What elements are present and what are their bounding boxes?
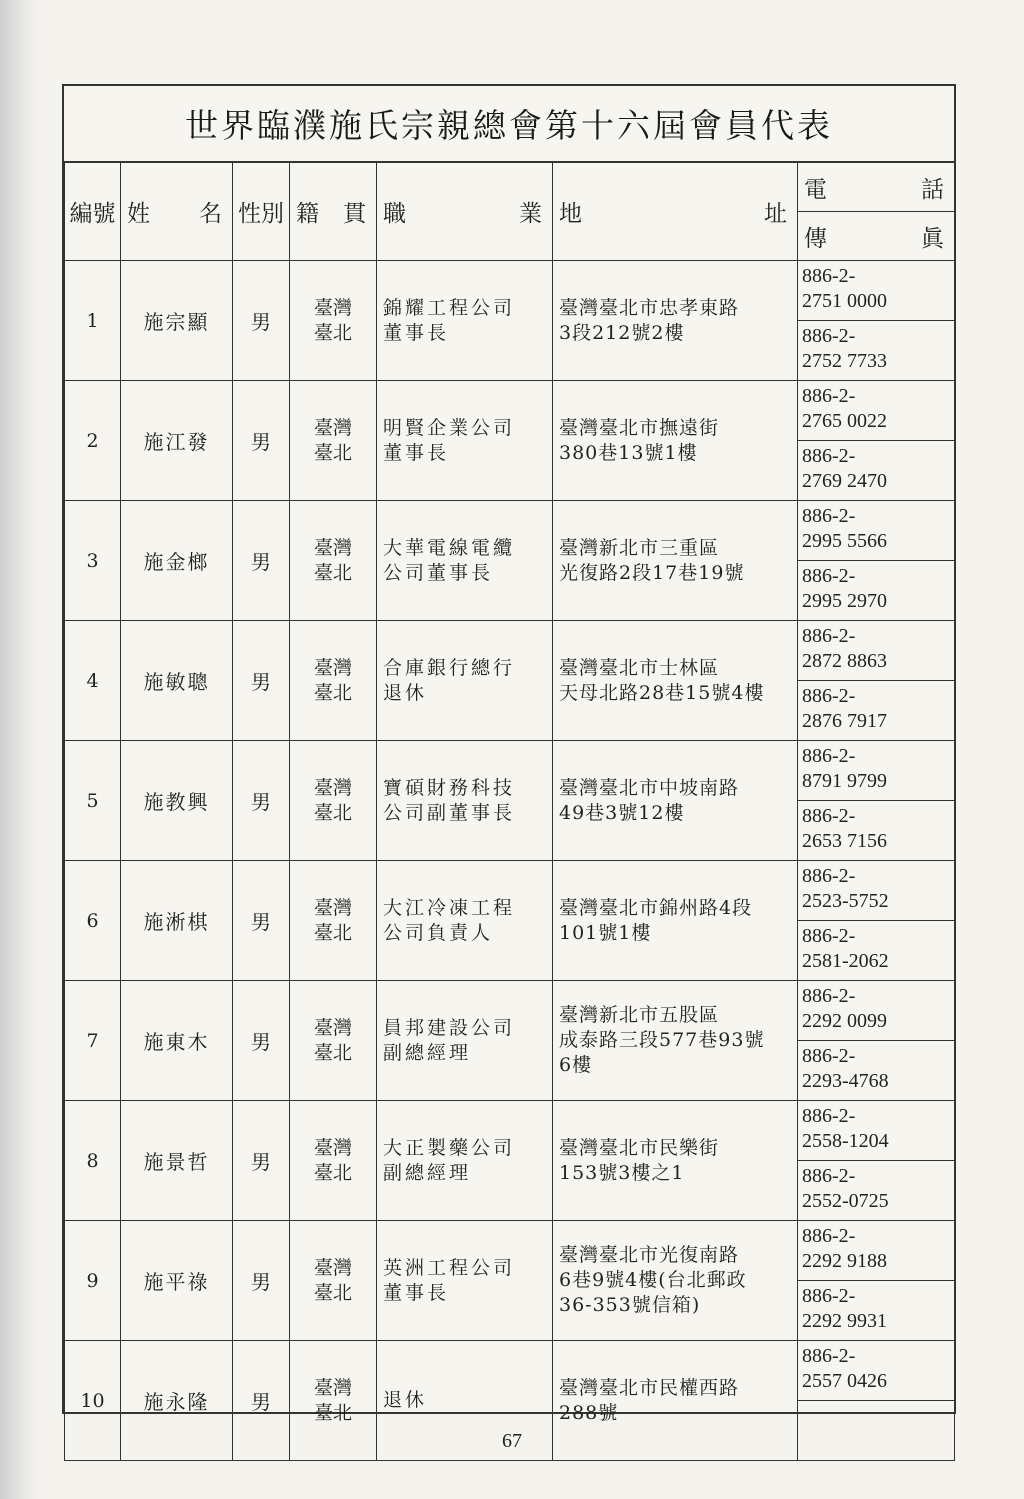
address-line: 臺灣臺北市光復南路: [559, 1244, 740, 1266]
member-origin: [290, 1101, 377, 1221]
phone-line: 2995 5566: [802, 530, 887, 552]
member-sex: 男: [233, 1101, 290, 1221]
member-sex: 男: [233, 621, 290, 741]
member-number: 1: [65, 261, 121, 381]
phone-line: 2292 0099: [802, 1010, 887, 1032]
fax-line: 2292 9931: [802, 1310, 887, 1332]
phone-line: 2765 0022: [802, 410, 887, 432]
member-name: 施東木: [121, 981, 233, 1101]
phone-line: 886-2-: [802, 1105, 856, 1127]
fax-line: 886-2-: [802, 1285, 856, 1307]
member-rows: [65, 261, 955, 1461]
origin-line: 臺北: [313, 1401, 352, 1424]
origin-line: 臺北: [313, 1041, 352, 1064]
fax-line: 2752 7733: [802, 350, 887, 372]
address-line: 臺灣新北市五股區: [559, 1004, 720, 1026]
occupation-line: 大正製藥公司: [383, 1136, 516, 1159]
origin-line: 臺灣: [313, 896, 352, 919]
address-line: 臺灣臺北市錦州路4段: [559, 896, 753, 919]
header-sex: 性別: [233, 163, 290, 261]
member-fax: [798, 1281, 955, 1341]
address-line: 153號3樓之1: [559, 1161, 685, 1184]
header-fax: 傳 眞: [798, 212, 955, 261]
fax-line: 2876 7917: [802, 710, 887, 732]
origin-line: 臺北: [313, 921, 352, 944]
page-binding-shadow: [0, 0, 40, 1499]
member-fax: [798, 801, 955, 861]
fax-line: 886-2-: [802, 805, 856, 827]
occupation-line: 英洲工程公司: [383, 1256, 516, 1279]
member-sex: 男: [233, 981, 290, 1101]
occupation-line: 明賢企業公司: [383, 416, 516, 439]
member-address: [553, 1221, 798, 1341]
address-line: 49巷3號12樓: [559, 801, 685, 824]
member-phone: [798, 741, 955, 801]
member-number: 6: [65, 861, 121, 981]
header-occupation: 職 業: [377, 163, 553, 261]
occupation-line: 副總經理: [383, 1161, 472, 1184]
member-number: 8: [65, 1101, 121, 1221]
table-row: [65, 1341, 955, 1401]
origin-line: 臺北: [313, 561, 352, 584]
header-phone: 電 話: [798, 163, 955, 212]
member-occupation: [377, 501, 553, 621]
member-number: 10: [65, 1341, 121, 1461]
origin-line: 臺北: [313, 1161, 352, 1184]
member-occupation: [377, 741, 553, 861]
phone-line: 2523-5752: [802, 890, 889, 912]
phone-line: 886-2-: [802, 985, 856, 1007]
phone-line: 886-2-: [802, 1345, 856, 1367]
table-row: [65, 1101, 955, 1161]
phone-line: 2751 0000: [802, 290, 887, 312]
address-line: 6巷9號4樓(台北郵政: [559, 1269, 747, 1291]
member-fax: [798, 321, 955, 381]
occupation-line: 員邦建設公司: [383, 1016, 516, 1039]
origin-line: 臺灣: [313, 1376, 352, 1399]
member-address: [553, 261, 798, 381]
phone-line: 2558-1204: [802, 1130, 889, 1152]
member-phone: [798, 1101, 955, 1161]
phone-line: 2292 9188: [802, 1250, 887, 1272]
member-name: 施永隆: [121, 1341, 233, 1461]
member-occupation: [377, 1101, 553, 1221]
occupation-line: 退休: [383, 681, 428, 704]
member-name: 施景哲: [121, 1101, 233, 1221]
member-sex: 男: [233, 861, 290, 981]
member-occupation: [377, 981, 553, 1101]
member-number: 4: [65, 621, 121, 741]
phone-line: 886-2-: [802, 385, 856, 407]
member-phone: [798, 861, 955, 921]
member-phone: [798, 981, 955, 1041]
member-origin: [290, 621, 377, 741]
member-origin: [290, 981, 377, 1101]
member-number: 5: [65, 741, 121, 861]
origin-line: 臺灣: [313, 776, 352, 799]
phone-line: 2872 8863: [802, 650, 887, 672]
occupation-line: 大江冷凍工程: [383, 896, 516, 919]
address-line: 6樓: [559, 1054, 593, 1076]
origin-line: 臺北: [313, 801, 352, 824]
table-row: [65, 501, 955, 561]
member-fax: [798, 561, 955, 621]
header-name: 姓 名: [121, 163, 233, 261]
member-name: 施教興: [121, 741, 233, 861]
member-occupation: [377, 861, 553, 981]
member-number: 3: [65, 501, 121, 621]
origin-line: 臺灣: [313, 296, 352, 319]
member-occupation: [377, 621, 553, 741]
member-phone: [798, 621, 955, 681]
member-name: 施平祿: [121, 1221, 233, 1341]
address-line: 天母北路28巷15號4樓: [559, 681, 765, 704]
origin-line: 臺灣: [313, 416, 352, 439]
phone-line: 886-2-: [802, 1225, 856, 1247]
member-address: [553, 621, 798, 741]
member-fax: [798, 921, 955, 981]
member-number: 2: [65, 381, 121, 501]
member-sex: 男: [233, 261, 290, 381]
member-fax: [798, 1041, 955, 1101]
page-number: 67: [502, 1430, 522, 1452]
table-row: [65, 621, 955, 681]
occupation-line: 錦耀工程公司: [383, 296, 516, 319]
occupation-line: 董事長: [383, 441, 450, 464]
origin-line: 臺灣: [313, 656, 352, 679]
occupation-line: 合庫銀行總行: [383, 656, 516, 679]
occupation-line: 董事長: [383, 321, 450, 344]
member-origin: [290, 741, 377, 861]
member-table: [64, 162, 955, 1461]
member-fax: [798, 1161, 955, 1221]
member-occupation: [377, 261, 553, 381]
member-origin: [290, 1221, 377, 1341]
address-line: 288號: [559, 1401, 619, 1424]
occupation-line: 大華電線電纜: [383, 536, 516, 559]
member-name: 施金榔: [121, 501, 233, 621]
fax-line: 886-2-: [802, 1165, 856, 1187]
member-occupation: [377, 1221, 553, 1341]
phone-line: 886-2-: [802, 265, 856, 287]
fax-line: 2653 7156: [802, 830, 887, 852]
phone-line: 886-2-: [802, 625, 856, 647]
member-sex: 男: [233, 1221, 290, 1341]
origin-line: 臺北: [313, 1281, 352, 1304]
fax-line: 2581-2062: [802, 950, 889, 972]
origin-line: 臺灣: [313, 1016, 352, 1039]
fax-line: 886-2-: [802, 925, 856, 947]
member-occupation: [377, 381, 553, 501]
address-line: 380巷13號1樓: [559, 441, 698, 464]
member-sex: 男: [233, 1341, 290, 1461]
occupation-line: 副總經理: [383, 1041, 472, 1064]
table-row: [65, 381, 955, 441]
member-phone: [798, 1341, 955, 1401]
header-address: 地 址: [553, 163, 798, 261]
member-fax: [798, 441, 955, 501]
occupation-line: 公司董事長: [383, 561, 494, 584]
member-sex: 男: [233, 381, 290, 501]
occupation-line: 公司負責人: [383, 921, 494, 944]
fax-line: 886-2-: [802, 325, 856, 347]
member-name: 施淅棋: [121, 861, 233, 981]
origin-line: 臺灣: [313, 536, 352, 559]
member-table-frame: [62, 84, 956, 1424]
address-line: 3段212號2樓: [559, 321, 685, 344]
fax-line: 886-2-: [802, 685, 856, 707]
origin-line: 臺灣: [313, 1136, 352, 1159]
origin-line: 臺北: [313, 441, 352, 464]
table-row: [65, 741, 955, 801]
occupation-line: 公司副董事長: [383, 801, 516, 824]
page-title: 世界臨濮施氏宗親總會第十六屆會員代表: [64, 86, 954, 162]
address-line: 臺灣臺北市撫遠街: [559, 416, 720, 439]
member-name: 施江發: [121, 381, 233, 501]
address-line: 36-353號信箱): [559, 1294, 701, 1316]
member-phone: [798, 381, 955, 441]
address-line: 臺灣臺北市士林區: [559, 656, 720, 679]
fax-line: 2293-4768: [802, 1070, 889, 1092]
member-number: 7: [65, 981, 121, 1101]
table-row: [65, 981, 955, 1041]
member-fax: [798, 681, 955, 741]
address-line: 臺灣臺北市中坡南路: [559, 776, 740, 799]
fax-line: 886-2-: [802, 565, 856, 587]
member-origin: [290, 381, 377, 501]
member-origin: [290, 261, 377, 381]
member-phone: [798, 501, 955, 561]
member-name: 施宗顯: [121, 261, 233, 381]
address-line: 臺灣臺北市民權西路: [559, 1376, 740, 1399]
table-row: [65, 261, 955, 321]
address-line: 臺灣臺北市民樂街: [559, 1136, 720, 1159]
occupation-line: 寶碩財務科技: [383, 776, 516, 799]
fax-line: 2995 2970: [802, 590, 887, 612]
address-line: 光復路2段17巷19號: [559, 561, 745, 584]
origin-line: 臺灣: [313, 1256, 352, 1279]
member-address: [553, 501, 798, 621]
member-address: [553, 1101, 798, 1221]
table-row: [65, 1221, 955, 1281]
origin-line: 臺北: [313, 321, 352, 344]
occupation-line: 董事長: [383, 1281, 450, 1304]
member-sex: 男: [233, 501, 290, 621]
member-sex: 男: [233, 741, 290, 861]
member-address: [553, 381, 798, 501]
address-line: 臺灣臺北市忠孝東路: [559, 296, 740, 319]
member-origin: [290, 861, 377, 981]
member-number: 9: [65, 1221, 121, 1341]
member-origin: [290, 501, 377, 621]
header-number: 編號: [65, 163, 121, 261]
table-row: [65, 861, 955, 921]
member-address: [553, 981, 798, 1101]
phone-line: 886-2-: [802, 505, 856, 527]
address-line: 成泰路三段577巷93號: [559, 1029, 765, 1051]
occupation-line: 退休: [383, 1389, 428, 1411]
header-origin: 籍 貫: [290, 163, 377, 261]
member-phone: [798, 261, 955, 321]
address-line: 101號1樓: [559, 921, 652, 944]
fax-line: 886-2-: [802, 1045, 856, 1067]
fax-line: 2769 2470: [802, 470, 887, 492]
origin-line: 臺北: [313, 681, 352, 704]
member-name: 施敏聰: [121, 621, 233, 741]
fax-line: 2552-0725: [802, 1190, 889, 1212]
phone-line: 2557 0426: [802, 1370, 887, 1392]
phone-line: 8791 9799: [802, 770, 887, 792]
member-address: [553, 741, 798, 861]
fax-line: 886-2-: [802, 445, 856, 467]
address-line: 臺灣新北市三重區: [559, 536, 720, 559]
phone-line: 886-2-: [802, 745, 856, 767]
phone-line: 886-2-: [802, 865, 856, 887]
member-phone: [798, 1221, 955, 1281]
member-address: [553, 861, 798, 981]
